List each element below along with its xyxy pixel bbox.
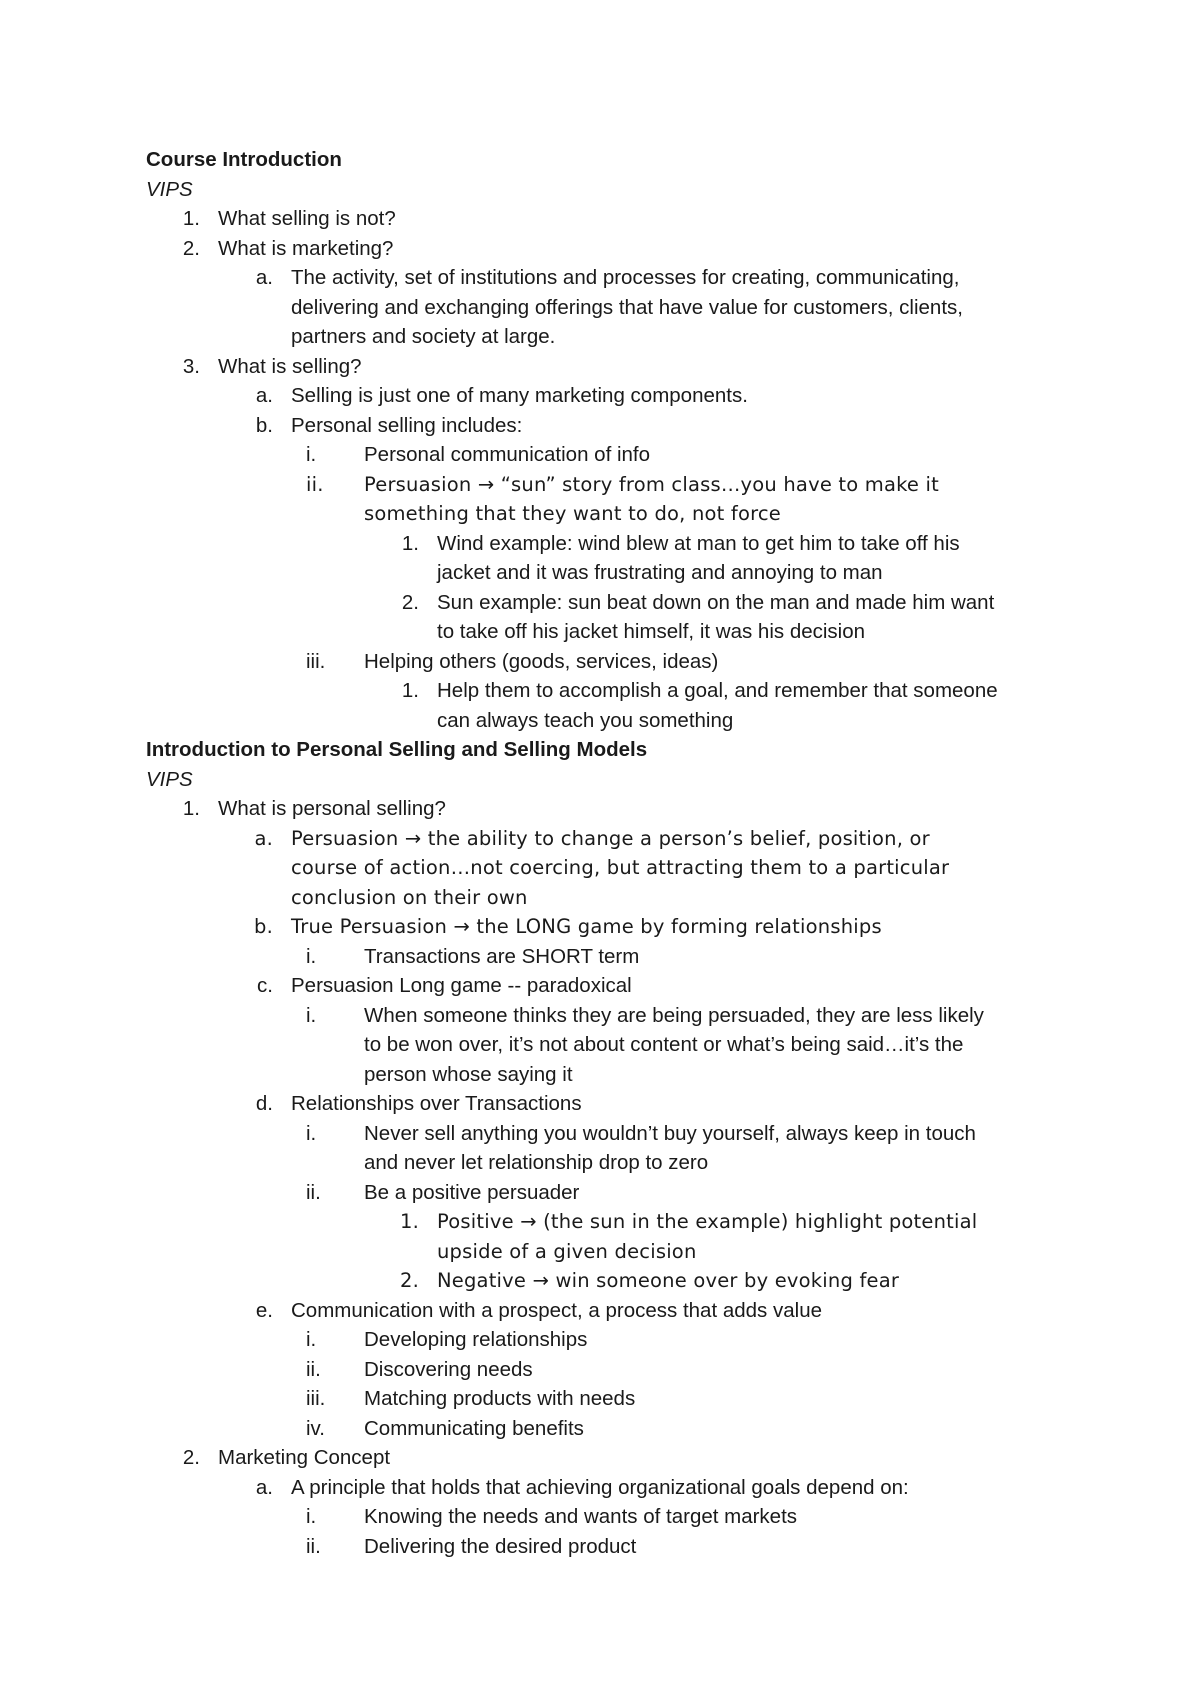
- list-marker: i.: [306, 1505, 317, 1528]
- outline-item: [146, 883, 1066, 913]
- line-text: Wind example: wind blew at man to get him to take off his: [437, 531, 960, 555]
- line-text: upside of a given decision: [437, 1239, 697, 1263]
- line-text: Introduction to Personal Selling and Selling Models: [146, 738, 648, 761]
- outline-item: [146, 1148, 1066, 1178]
- list-marker: 1.: [401, 679, 419, 702]
- outline-item: [146, 470, 1066, 500]
- line-text: VIPS: [146, 177, 193, 201]
- outline-item: [146, 1030, 1066, 1060]
- line-text: What is selling?: [218, 354, 362, 378]
- line-text: person whose saying it: [364, 1062, 573, 1086]
- list-marker: i.: [306, 1003, 317, 1027]
- line-text: Positive → (the sun in the example) highlight potential: [437, 1210, 978, 1233]
- line-text: When someone thinks they are being persuaded, they are less likely: [364, 1003, 984, 1027]
- line-text: Personal selling includes:: [291, 413, 523, 437]
- line-text: Developing relationships: [364, 1328, 588, 1351]
- line-text: Discovering needs: [364, 1357, 533, 1381]
- outline-item: [146, 617, 1066, 647]
- line-text: Help them to accomplish a goal, and remember that someone: [437, 679, 998, 702]
- outline-item: [146, 411, 1066, 441]
- line-text: Negative → win someone over by evoking fear: [437, 1269, 900, 1292]
- outline-item: [146, 971, 1066, 1001]
- list-marker: 2.: [182, 236, 200, 260]
- outline-item: [146, 1207, 1066, 1237]
- list-marker: a.: [255, 1475, 273, 1499]
- outline-item: [146, 204, 1066, 234]
- list-marker: ii.: [306, 472, 324, 496]
- line-text: something that they want to do, not force: [364, 502, 781, 525]
- line-text: What is personal selling?: [218, 797, 446, 820]
- outline-item: [146, 352, 1066, 382]
- outline-item: [146, 322, 1066, 352]
- list-marker: a.: [255, 266, 273, 289]
- list-marker: i.: [306, 1121, 317, 1145]
- line-text: Helping others (goods, services, ideas): [364, 649, 719, 673]
- list-marker: 1.: [182, 797, 200, 820]
- section-subtitle: [146, 765, 1066, 795]
- section-subtitle: [146, 175, 1066, 205]
- outline-item: [146, 1532, 1066, 1562]
- outline-item: [146, 853, 1066, 883]
- line-text: to be won over, it’s not about content or what’s being said…it’s the: [364, 1033, 964, 1056]
- outline-item: [146, 1502, 1066, 1532]
- list-marker: b.: [254, 915, 273, 938]
- outline-item: [146, 1178, 1066, 1208]
- line-text: Matching products with needs: [364, 1387, 636, 1410]
- line-text: Persuasion Long game -- paradoxical: [291, 974, 632, 997]
- line-text: True Persuasion → the LONG game by forming relationships: [291, 915, 882, 938]
- outline-item: [146, 1384, 1066, 1414]
- line-text: and never let relationship drop to zero: [364, 1151, 709, 1174]
- line-text: Transactions are SHORT term: [364, 944, 640, 968]
- outline-item: [146, 1119, 1066, 1149]
- outline-item: [146, 1001, 1066, 1031]
- line-text: What selling is not?: [218, 207, 396, 230]
- line-text: Communicating benefits: [364, 1416, 584, 1440]
- line-text: What is marketing?: [218, 236, 394, 260]
- section-heading: [146, 735, 1066, 765]
- line-text: VIPS: [146, 767, 193, 791]
- line-text: A principle that holds that achieving organizational goals depend on:: [291, 1475, 909, 1499]
- list-marker: i.: [306, 443, 317, 466]
- outline-item: [146, 381, 1066, 411]
- list-marker: iii.: [306, 1387, 326, 1410]
- outline-item: [146, 676, 1066, 706]
- outline-item: [146, 647, 1066, 677]
- outline-item: [146, 499, 1066, 529]
- line-text: conclusion on their own: [291, 885, 528, 909]
- list-marker: e.: [255, 1298, 273, 1322]
- outline-item: [146, 1325, 1066, 1355]
- line-text: delivering and exchanging offerings that have value for customers, clients,: [291, 295, 963, 319]
- line-text: Marketing Concept: [218, 1446, 391, 1469]
- outline-item: [146, 1473, 1066, 1503]
- line-text: Be a positive persuader: [364, 1180, 580, 1204]
- list-marker: 2.: [401, 590, 419, 614]
- outline-item: [146, 1060, 1066, 1090]
- outline-item: [146, 1443, 1066, 1473]
- outline-item: [146, 824, 1066, 854]
- list-marker: 1.: [182, 207, 200, 230]
- outline-item: [146, 1266, 1066, 1296]
- line-text: Personal communication of info: [364, 443, 651, 466]
- list-marker: 1.: [401, 531, 419, 555]
- outline-item: [146, 588, 1066, 618]
- line-text: Never sell anything you wouldn’t buy yourself, always keep in touch: [364, 1121, 976, 1145]
- line-text: Delivering the desired product: [364, 1534, 637, 1558]
- outline-item: [146, 529, 1066, 559]
- line-text: partners and society at large.: [291, 325, 556, 348]
- outline-item: [146, 558, 1066, 588]
- outline-item: [146, 234, 1066, 264]
- list-marker: ii.: [306, 1357, 321, 1381]
- outline-item: [146, 912, 1066, 942]
- line-text: can always teach you something: [437, 708, 734, 732]
- list-marker: 2.: [399, 1269, 419, 1292]
- outline-item: [146, 794, 1066, 824]
- line-text: Communication with a prospect, a process that adds value: [291, 1298, 822, 1322]
- list-marker: iv.: [306, 1416, 325, 1440]
- line-text: course of action…not coercing, but attracting them to a particular: [291, 856, 950, 879]
- line-text: Knowing the needs and wants of target markets: [364, 1505, 798, 1528]
- line-text: Relationships over Transactions: [291, 1092, 582, 1115]
- outline-item: [146, 1414, 1066, 1444]
- line-text: Sun example: sun beat down on the man and made him want: [437, 590, 995, 614]
- document-body: [146, 145, 1066, 1561]
- outline-item: [146, 293, 1066, 323]
- line-text: Persuasion → the ability to change a person’s belief, position, or: [291, 826, 930, 850]
- list-marker: 3.: [182, 354, 200, 378]
- outline-item: [146, 1355, 1066, 1385]
- line-text: Course Introduction: [146, 148, 342, 171]
- line-text: to take off his jacket himself, it was his decision: [437, 620, 866, 643]
- list-marker: i.: [306, 944, 317, 968]
- outline-item: [146, 706, 1066, 736]
- list-marker: i.: [306, 1328, 317, 1351]
- outline-item: [146, 440, 1066, 470]
- list-marker: ii.: [306, 1534, 321, 1558]
- list-marker: b.: [255, 413, 273, 437]
- line-text: Persuasion → “sun” story from class…you have to make it: [364, 472, 939, 496]
- line-text: The activity, set of institutions and processes for creating, communicating,: [291, 266, 960, 289]
- section-heading: [146, 145, 1066, 175]
- list-marker: ii.: [306, 1180, 321, 1204]
- outline-item: [146, 942, 1066, 972]
- list-marker: a.: [255, 384, 273, 407]
- line-text: jacket and it was frustrating and annoying to man: [437, 561, 883, 584]
- list-marker: 1.: [399, 1210, 419, 1233]
- list-marker: a.: [254, 826, 273, 850]
- outline-item: [146, 1237, 1066, 1267]
- list-marker: 2.: [182, 1446, 200, 1469]
- list-marker: d.: [255, 1092, 273, 1115]
- outline-item: [146, 263, 1066, 293]
- outline-item: [146, 1089, 1066, 1119]
- list-marker: iii.: [306, 649, 326, 673]
- outline-item: [146, 1296, 1066, 1326]
- list-marker: c.: [257, 974, 273, 997]
- line-text: Selling is just one of many marketing components.: [291, 384, 748, 407]
